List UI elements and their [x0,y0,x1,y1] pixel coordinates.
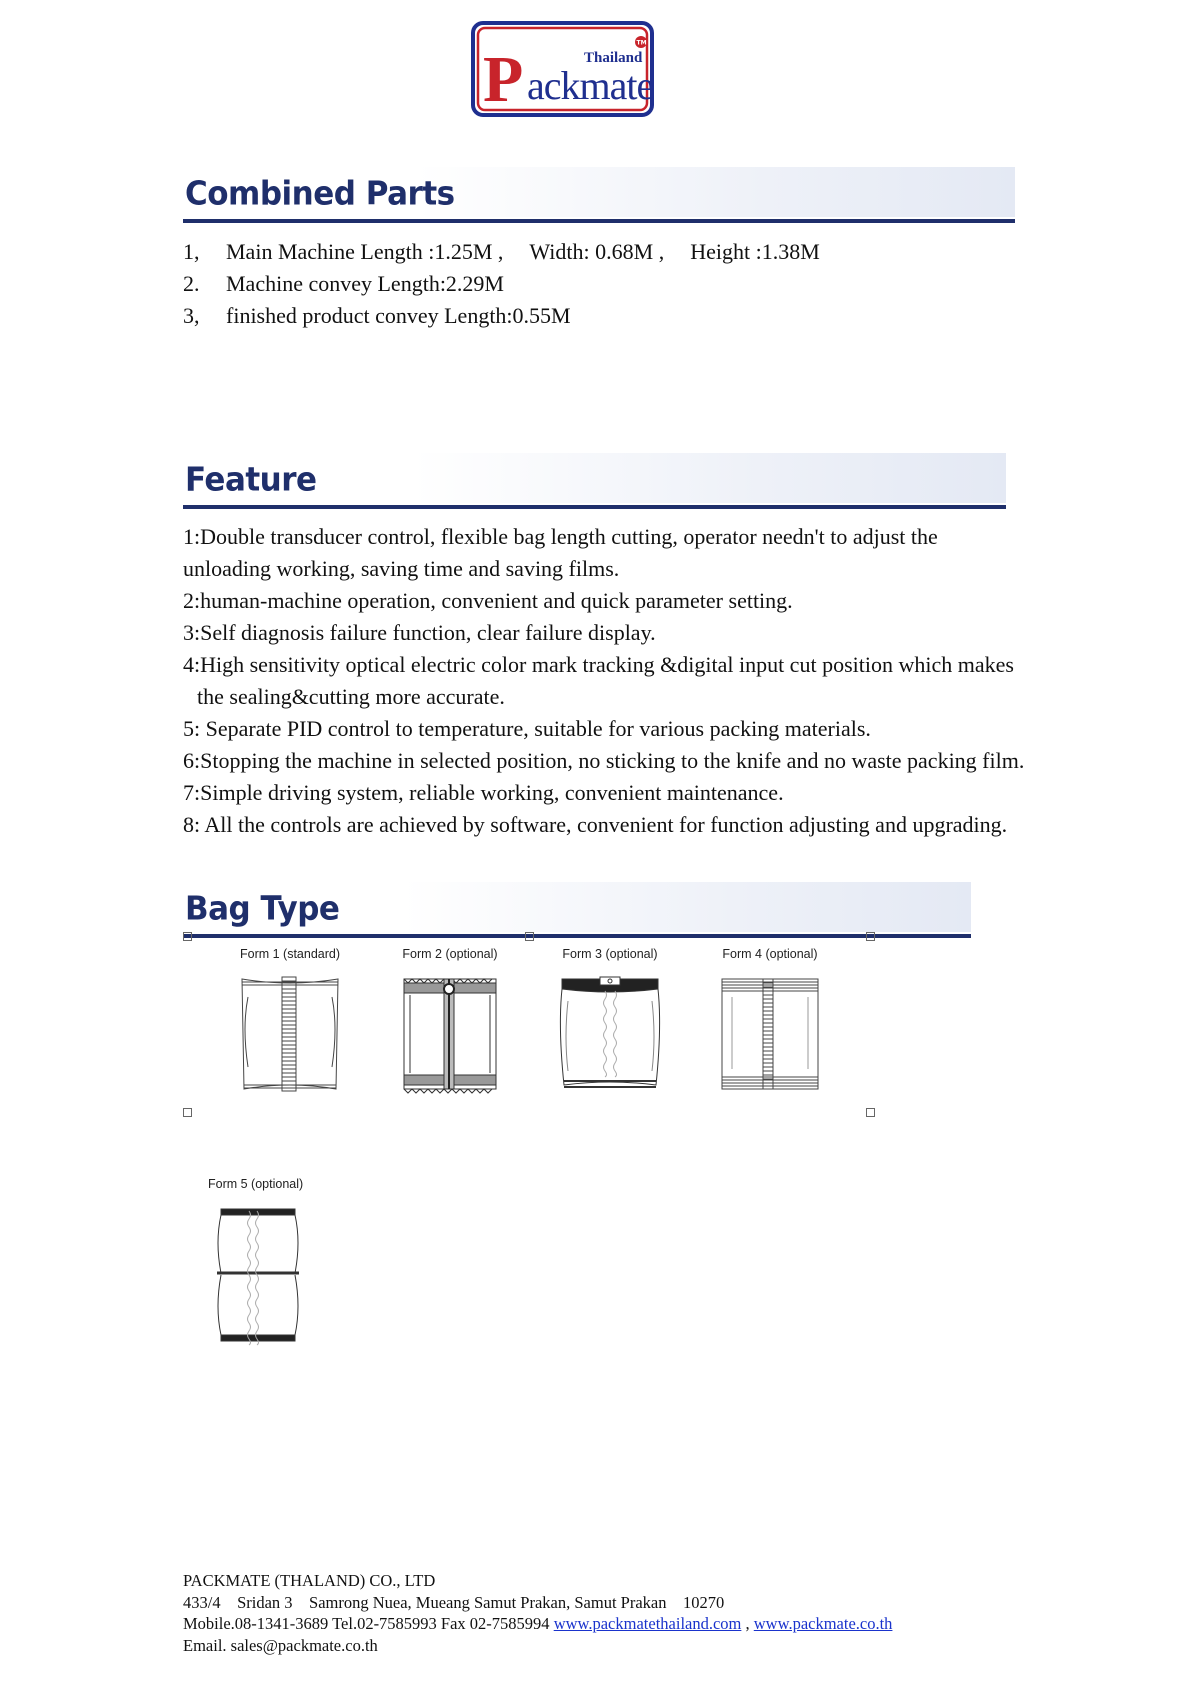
feature-line: 7:Simple driving system, reliable working, convenient maintenance. [183,780,784,805]
feature-heading [183,453,1006,509]
bag-form-1: Form 1 (standard) [230,947,350,1107]
svg-text:Thailand: Thailand [584,50,643,66]
feature-line: 8: All the controls are achieved by software, convenient for function adjusting and upgrading. [183,812,1008,837]
bag-type-heading [183,882,971,938]
feature-line: unloading working, saving time and saving films. [183,556,620,581]
company-contact: Mobile.08-1341-3689 Tel.02-7585993 Fax 02-7585994 www.packmatethailand.com , www.packmate.co.th [183,1614,893,1633]
crop-mark [866,1108,875,1117]
feature-line: 4:High sensitivity optical electric color mark tracking &digital input cut position which makes [183,652,1014,677]
chain-bag-icon [203,1197,323,1367]
pillow-bag-icon [230,967,350,1107]
list-item: 1, Main Machine Length :1.25M , Width: 0.68M , Height :1.38M [183,239,820,264]
feature-line: 1:Double transducer control, flexible bag length cutting, operator needn't to adjust the [183,524,938,549]
crop-mark [183,1108,192,1117]
bag-form-2: Form 2 (optional) [390,947,510,1107]
feature-list [183,521,1143,841]
combined-parts-title: Combined Parts [185,175,455,213]
website-link[interactable]: www.packmatethailand.com [553,1614,742,1633]
svg-text:P: P [483,43,524,116]
crop-mark [183,932,192,941]
feature-line: the sealing&cutting more accurate. [197,684,505,709]
website-link[interactable]: www.packmate.co.th [753,1614,893,1633]
crop-mark [525,932,534,941]
bag-form-5: Form 5 (optional) [203,1177,323,1367]
footer [183,1570,892,1656]
bag-form-3: Form 3 (optional) [550,947,670,1107]
svg-text:ackmate: ackmate [527,63,654,108]
company-address: 433/4 Sridan 3 Samrong Nuea, Mueang Samut Prakan, Samut Prakan 10270 [183,1592,725,1612]
bag-form-4: Form 4 (optional) [710,947,830,1107]
hanging-bag-icon [550,967,670,1107]
combined-parts-list [183,236,820,332]
list-item: 2. Machine convey Length:2.29M [183,271,504,296]
list-item: 3, finished product convey Length:0.55M [183,303,571,328]
crop-mark [866,932,875,941]
feature-line: 6:Stopping the machine in selected position, no sticking to the knife and no waste packing film. [183,748,1025,773]
company-logo [465,15,660,125]
bag-type-title: Bag Type [185,890,340,928]
feature-title: Feature [185,461,317,499]
pillow-bag-icon [710,967,830,1107]
feature-line: 5: Separate PID control to temperature, suitable for various packing materials. [183,716,871,741]
feature-line: 2:human-machine operation, convenient and quick parameter setting. [183,588,793,613]
combined-parts-heading [183,167,1015,223]
company-email: Email. sales@packmate.co.th [183,1635,378,1655]
gusset-bag-icon [390,967,510,1107]
company-name: PACKMATE (THALAND) CO., LTD [183,1571,436,1590]
feature-line: 3:Self diagnosis failure function, clear failure display. [183,620,656,645]
svg-text:TM: TM [636,39,647,47]
